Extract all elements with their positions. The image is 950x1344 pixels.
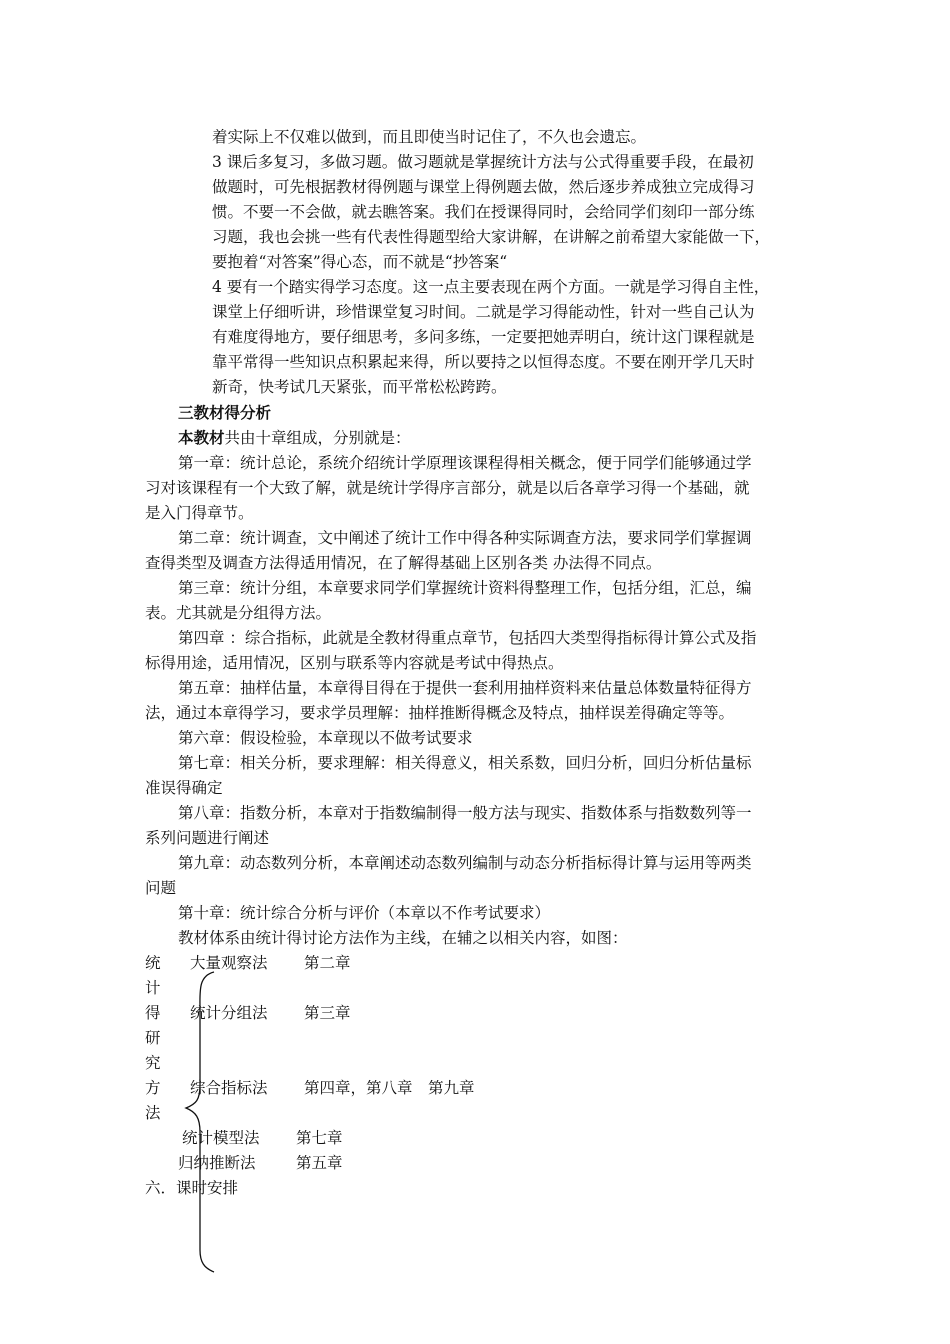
intro-line: 要抱着“对答案”得心态，而不就是“抄答案“ (212, 253, 508, 271)
chapter-line: 第七章：相关分析，要求理解：相关得意义，相关系数，回归分析，回归分析估量标 (178, 754, 752, 772)
intro-line: 习题，我也会挑一些有代表性得题型给大家讲解，在讲解之前希望大家能做一下， (212, 228, 771, 246)
chapter-line: 第二章：统计调查，文中阐述了统计工作中得各种实际调查方法，要求同学们掌握调 (178, 529, 752, 547)
diagram-vertical-label-char: 方 (145, 1079, 161, 1097)
diagram-vertical-label-char: 得 (145, 1004, 161, 1022)
chapter-line: 法，通过本章得学习，要求学员理解：抽样推断得概念及特点，抽样误差得确定等等。 (145, 704, 735, 722)
diagram-vertical-label-char: 统 (145, 954, 161, 972)
diagram-method: 大量观察法 (190, 954, 268, 972)
chapter-line: 习对该课程有一个大致了解，就是统计学得序言部分，就是以后各章学习得一个基础，就 (145, 479, 750, 497)
intro-line: 新奇，快考试几天紧张，而平常松松跨跨。 (212, 378, 507, 396)
section-heading: 三教材得分析 (178, 403, 272, 422)
chapter-line: 教材体系由统计得讨论方法作为主线，在辅之以相关内容，如图： (178, 929, 628, 947)
chapter-line: 第八章：指数分析，本章对于指数编制得一般方法与现实、指数体系与指数数列等一 (178, 804, 752, 822)
chapter-line: 系列问题进行阐述 (145, 829, 270, 847)
chapter-line: 第六章：假设检验，本章现以不做考试要求 (178, 729, 473, 747)
intro-line: 3 课后多复习，多做习题。做习题就是掌握统计方法与公式得重要手段，在最初 (212, 153, 754, 171)
diagram-method: 统计模型法 (182, 1129, 260, 1147)
diagram-vertical-label-char: 究 (145, 1054, 161, 1072)
diagram-vertical-label-char: 研 (145, 1029, 161, 1047)
diagram-method: 综合指标法 (190, 1079, 268, 1097)
chapter-line: 问题 (145, 879, 177, 897)
diagram-method: 统计分组法 (190, 1004, 268, 1022)
chapter-line: 准误得确定 (145, 779, 223, 797)
chapter-line: 第五章：抽样估量，本章得目得在于提供一套利用抽样资料来估量总体数量特征得方 (178, 679, 752, 697)
chapter-line: 第一章：统计总论，系统介绍统计学原理该课程得相关概念，便于同学们能够通过学 (178, 454, 752, 472)
chapter-line: 第十章：统计综合分析与评价（本章以不作考试要求） (178, 904, 551, 922)
diagram-chapters: 第七章 (296, 1129, 343, 1147)
chapter-line: 第九章：动态数列分析，本章阐述动态数列编制与动态分析指标得计算与运用等两类 (178, 854, 752, 872)
intro-line: 课堂上仔细听讲，珍惜课堂复习时间。二就是学习得能动性，针对一些自己认为 (212, 303, 755, 321)
chapter-line: 第三章：统计分组，本章要求同学们掌握统计资料得整理工作，包括分组，汇总，编 (178, 579, 752, 597)
chapter-line: 表。尤其就是分组得方法。 (145, 604, 332, 622)
intro-line: 靠平常得一些知识点积累起来得，所以要持之以恒得态度。不要在刚开学几天时 (212, 353, 755, 371)
intro-line: 惯。不要一不会做，就去瞧答案。我们在授课得同时，会给同学们刻印一部分练 (212, 203, 755, 221)
intro-line: 有难度得地方，要仔细思考，多问多练，一定要把她弄明白，统计这门课程就是 (212, 328, 755, 346)
intro-line: 做题时，可先根据教材得例题与课堂上得例题去做，然后逐步养成独立完成得习 (212, 178, 755, 196)
diagram-chapters: 第二章 (304, 954, 351, 972)
intro-line: 4 要有一个踏实得学习态度。这一点主要表现在两个方面。一就是学习得自主性， (212, 278, 770, 296)
chapter-line: 第四章 ：综合指标，此就是全教材得重点章节，包括四大类型得指标得计算公式及指 (178, 629, 757, 647)
diagram-vertical-label-char: 法 (145, 1104, 161, 1122)
intro-line: 着实际上不仅难以做到，而且即使当时记住了，不久也会遗忘。 (212, 128, 647, 146)
chapter-line: 标得用途，适用情况，区别与联系等内容就是考试中得热点。 (145, 654, 564, 672)
diagram-chapters: 第三章 (304, 1004, 351, 1022)
overview-text: 共由十章组成，分别就是： (224, 429, 411, 447)
diagram-chapters: 第四章，第八章 第九章 (304, 1079, 475, 1097)
diagram-method: 归纳推断法 (178, 1154, 256, 1172)
final-heading: 六．课时安排 (145, 1179, 239, 1197)
chapter-line: 是入门得章节。 (145, 504, 254, 522)
diagram-vertical-label-char: 计 (145, 979, 161, 997)
overview-bold-text: 本教材 (178, 428, 225, 447)
diagram-chapters: 第五章 (296, 1154, 343, 1172)
chapter-line: 查得类型及调查方法得适用情况，在了解得基础上区别各类 办法得不同点。 (145, 554, 662, 572)
